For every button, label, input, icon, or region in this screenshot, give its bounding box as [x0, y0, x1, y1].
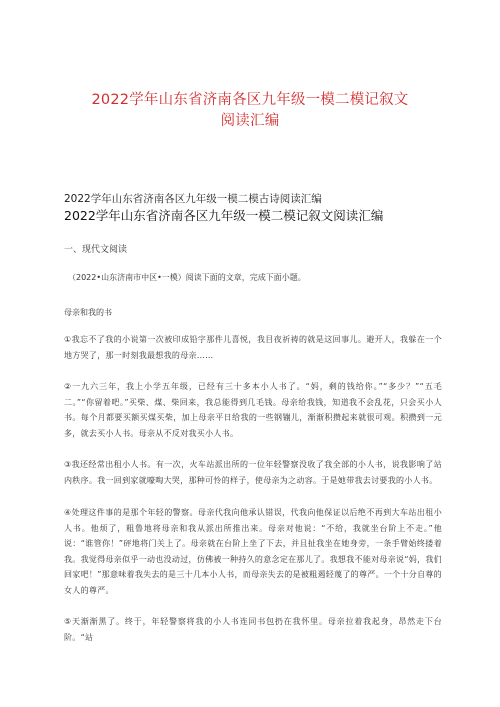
document-title	[60, 90, 440, 132]
title-line-2: 阅读汇编	[220, 113, 280, 129]
title-line-1: 2022学年山东省济南各区九年级一模二模记叙文	[91, 92, 409, 108]
subtitle-small: 2022学年山东省济南各区九年级一模二模古诗阅读汇编	[64, 193, 322, 205]
story-title: 母亲和我的书	[64, 308, 112, 317]
paragraph-5: ⑤天渐渐黑了。终于，年轻警察将我的小人书连同书包扔在我怀里。母亲拉着我起身，昂然走下台阶。“站	[64, 617, 442, 642]
paragraph-1: ①我忘不了我的小说第一次被印成铅字那件儿喜悦，我目夜祈祷的就是这回事儿。避开人，我躲在一个地方哭了，那一时刻我最想我的母亲……	[64, 335, 442, 360]
paragraph-4: ④处理这件事的是那个年轻的警察。母亲代我向他承认错误，代我向他保证以后绝不再到大车站出租小人书。他烦了，粗鲁地将母亲和我从派出所推出来。母亲对他说：“不给，我就坐台阶上不走。”他说：“谁管你！”砰地将门关上了。母亲就在台阶上坐了下去，并且扯我坐在她身旁，一条手臂始终搂着我。我觉得母亲似乎一动也没动过，仿佛被一种持久的意念定在那儿了。我想我不能对母亲说“妈，我们回家吧！”那意味着我失去的是三十几本小人书，而母亲失去的是被粗遏轻蔑了的尊严。一个十分自尊的女人的尊严。	[64, 508, 442, 595]
paragraph-3: ③我还经常出租小人书。有一次，火车站派出所的一位年轻警察没收了我全部的小人书，说我影响了站内秩序。我一回到家就嚎啕大哭，那种可怜的样子，使母亲为之动容。于是她带我去讨要我的小人书。	[64, 460, 442, 485]
reading-instructions: （2022•山东济南市中区•一模）阅读下面的文章，完成下面小题。	[68, 273, 306, 282]
subtitle-large: 2022学年山东省济南各区九年级一模二模记叙文阅读汇编	[64, 208, 384, 223]
section-heading: 一、现代文阅读	[64, 245, 128, 255]
paragraph-2: ②一九六三年，我上小学五年级，已经有三十多本小人书了。“妈，剩的钱给你。”“多少？”“五毛二。”“你留着吧。”买柴、煤、柴回来，我总能得到几毛钱。母亲给我钱，知道我不会乱花，只会买小人书。每个月都要买额买煤买柴，加上母亲平日给我的一些钢镚儿，渐渐积攒起来就很可观。积攒到一元多，就去买小人书。母亲从不反对我买小人书。	[64, 382, 442, 438]
